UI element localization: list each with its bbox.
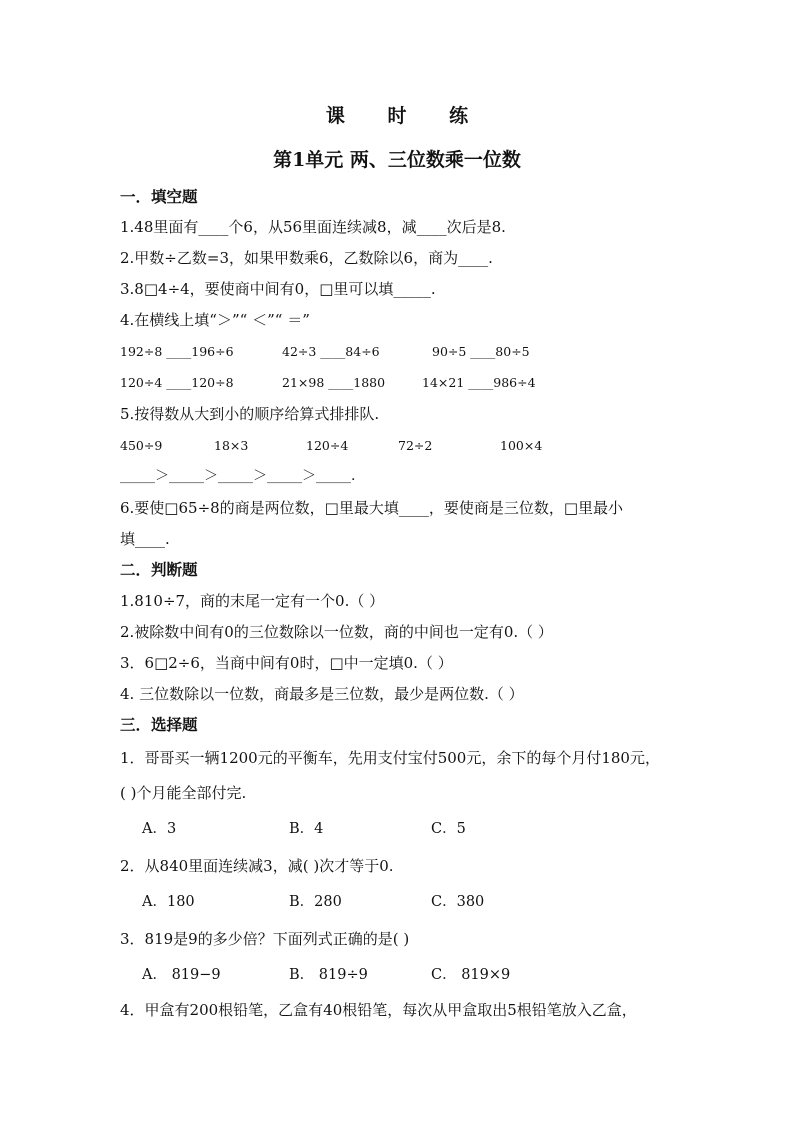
compare-item: 21×98 ____1880 [282, 375, 386, 390]
section-heading-multiple-choice: 三．选择题 [120, 715, 198, 734]
question-3-2: 2．从840里面连续减3，减( )次才等于0. [120, 857, 394, 875]
option-b: B．4 [289, 821, 324, 837]
question-2-4: 4. 三位数除以一位数，商最多是三位数，最少是两位数.（ ） [120, 685, 524, 703]
option-a: A．180 [142, 894, 195, 910]
compare-item: 42÷3 ____84÷6 [282, 344, 380, 359]
question-2-1: 1.810÷7，商的末尾一定有一个0.（ ） [120, 592, 385, 610]
question-1-6: 6.要使□65÷8的商是两位数，□里最大填____，要使商是三位数，□里最小 [120, 499, 624, 517]
option-c: C．380 [431, 894, 485, 910]
section-heading-true-false: 二．判断题 [120, 560, 198, 579]
compare-item: 90÷5 ____80÷5 [432, 344, 530, 359]
page-title: 课 时 练 [325, 105, 487, 127]
question-1-4: 4.在横线上填“＞”“ ＜”“ ＝” [120, 311, 310, 329]
order-answer-blanks: _____＞_____＞_____＞_____＞_____. [120, 468, 356, 484]
option-c: C．5 [431, 821, 466, 837]
question-3-1: 1．哥哥买一辆1200元的平衡车，先用支付宝付500元，余下的每个月付180元， [120, 749, 660, 767]
option-c: C． 819×9 [431, 967, 511, 983]
question-3-4: 4．甲盒有200根铅笔，乙盒有40根铅笔，每次从甲盒取出5根铅笔放入乙盒， [120, 1001, 637, 1019]
unit-subtitle: 第1单元 两、三位数乘一位数 [273, 149, 521, 171]
question-3-3: 3．819是9的多少倍？下面列式正确的是( ) [120, 930, 410, 948]
order-item: 100×4 [500, 438, 543, 453]
question-1-1: 1.48里面有____个6，从56里面连续减8，减____次后是8. [120, 218, 506, 236]
option-b: B． 819÷9 [289, 967, 368, 983]
compare-item: 14×21 ____986÷4 [422, 375, 536, 390]
question-2-3: 3．6□2÷6，当商中间有0时，□中一定填0.（ ） [120, 654, 453, 672]
option-b: B．280 [289, 894, 342, 910]
section-heading-fill-blank: 一．填空题 [120, 187, 198, 206]
order-item: 18×3 [214, 438, 249, 453]
question-2-2: 2.被除数中间有0的三位数除以一位数，商的中间也一定有0.（ ） [120, 623, 553, 641]
question-1-3: 3.8□4÷4，要使商中间有0，□里可以填_____. [120, 280, 436, 298]
question-1-6-cont: 填____. [120, 530, 170, 548]
order-item: 450÷9 [120, 438, 163, 453]
compare-item: 192÷8 ____196÷6 [120, 344, 234, 359]
order-item: 120÷4 [306, 438, 349, 453]
question-3-1-cont: ( )个月能全部付完. [120, 784, 247, 802]
option-a: A． 819−9 [142, 967, 221, 983]
question-1-5: 5.按得数从大到小的顺序给算式排排队. [120, 405, 380, 423]
order-item: 72÷2 [398, 438, 433, 453]
compare-item: 120÷4 ____120÷8 [120, 375, 234, 390]
option-a: A．3 [142, 821, 177, 837]
question-1-2: 2.甲数÷乙数=3，如果甲数乘6，乙数除以6，商为____. [120, 249, 493, 267]
